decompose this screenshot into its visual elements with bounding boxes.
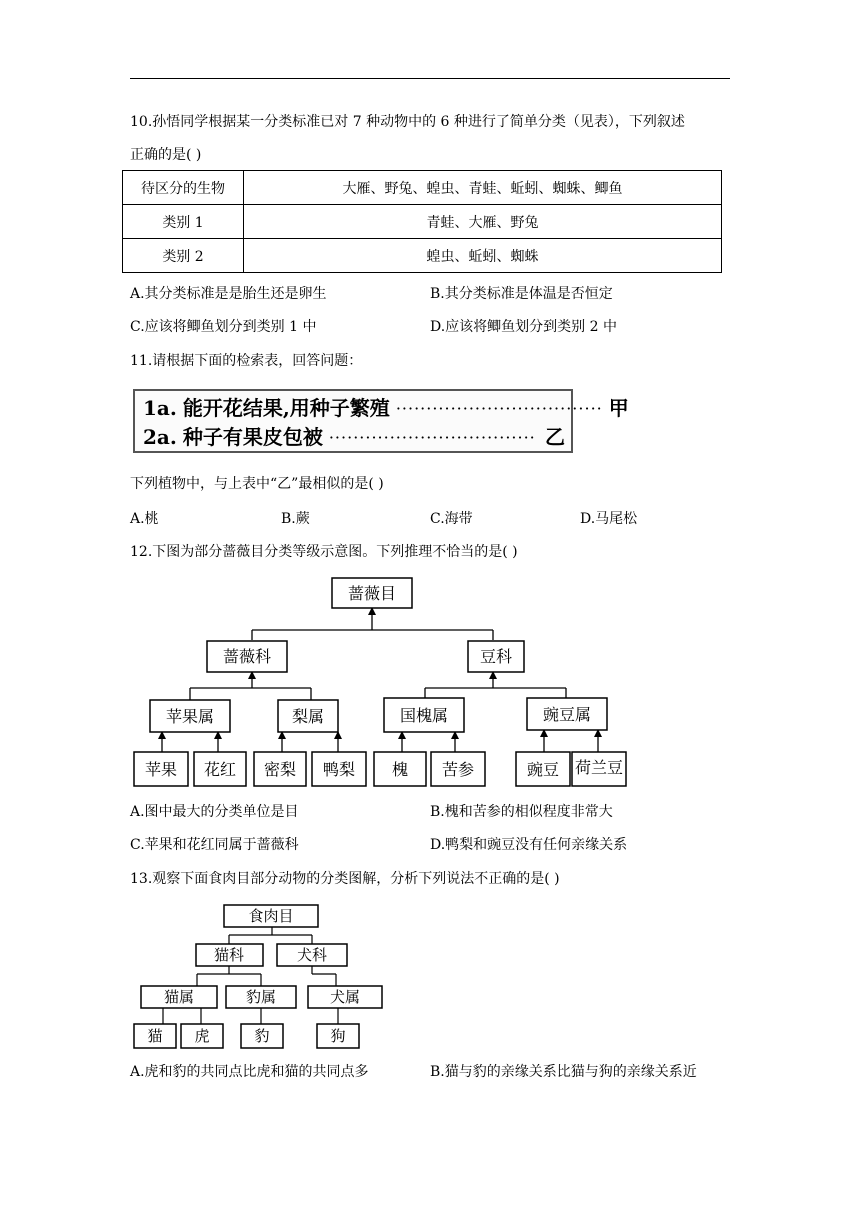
q12-option-b: B.槐和苦参的相似程度非常大	[430, 804, 613, 820]
key-description: 种子有果皮包被	[182, 425, 323, 449]
q11-option-b: B.蕨	[281, 511, 310, 527]
table-cell: 大雁、野兔、蝗虫、青蛙、蚯蚓、蜘蛛、鲫鱼	[244, 171, 722, 205]
q10-option-c: C.应该将鲫鱼划分到类别 1 中	[130, 319, 317, 335]
q11-option-c: C.海带	[430, 511, 473, 527]
tree-node-family: 猫科	[213, 946, 245, 964]
q10-option-b: B.其分类标准是体温是否恒定	[430, 286, 613, 302]
q13-option-a: A.虎和豹的共同点比虎和猫的共同点多	[130, 1064, 369, 1080]
tree-node-species: 鸭梨	[322, 760, 356, 779]
tree-node-species: 荷兰豆	[574, 758, 624, 777]
tree-node-genus: 梨属	[291, 707, 325, 726]
key-code: 2a.	[143, 425, 177, 449]
tree-node-species: 密梨	[263, 760, 297, 779]
table-cell: 青蛙、大雁、野兔	[244, 205, 722, 239]
q12-option-a: A.图中最大的分类单位是目	[130, 804, 299, 820]
q10-option-d: D.应该将鲫鱼划分到类别 2 中	[430, 319, 617, 335]
q10-text-line1: 10.孙悟同学根据某一分类标准已对 7 种动物中的 6 种进行了简单分类（见表），下列叙述	[130, 114, 685, 130]
tree-node-species: 豹	[254, 1027, 270, 1045]
table-cell: 待区分的生物	[123, 171, 244, 205]
q11-text: 11.请根据下面的检索表，回答问题：	[130, 353, 363, 369]
tree-node-order: 蔷薇目	[347, 584, 397, 603]
tree-node-genus: 豹属	[245, 988, 277, 1006]
key-dots: ··································	[328, 428, 536, 447]
q12-option-d: D.鸭梨和豌豆没有任何亲缘关系	[430, 837, 628, 853]
tree-node-genus: 国槐属	[399, 706, 449, 725]
tree-node-species: 豌豆	[526, 760, 560, 779]
tree-node-species: 苹果	[144, 760, 178, 779]
q12-option-c: C.苹果和花红同属于蔷薇科	[130, 837, 299, 853]
tree-node-species: 槐	[391, 760, 409, 779]
q13-option-b: B.猫与豹的亲缘关系比猫与狗的亲缘关系近	[430, 1064, 697, 1080]
q12-text: 12.下图为部分蔷薇目分类等级示意图。下列推理不恰当的是( )	[130, 544, 518, 560]
tree-node-species: 猫	[147, 1027, 163, 1045]
q13-text: 13.观察下面食肉目部分动物的分类图解，分析下列说法不正确的是( )	[130, 871, 560, 887]
q10-text-line2: 正确的是( )	[130, 147, 202, 163]
tree-node-genus: 豌豆属	[542, 705, 592, 724]
tree-node-species: 苦参	[441, 760, 475, 779]
key-description: 能开花结果,用种子繁殖	[182, 396, 390, 420]
tree-node-species: 虎	[194, 1027, 210, 1045]
table-cell: 类别 2	[123, 239, 244, 273]
key-result: 甲	[608, 396, 629, 420]
key-code: 1a.	[143, 396, 177, 420]
key-dots: ··································	[395, 399, 603, 418]
table-cell: 类别 1	[123, 205, 244, 239]
tree-node-genus: 苹果属	[165, 707, 215, 726]
q10-option-a: A.其分类标准是是胎生还是卵生	[130, 286, 327, 302]
tree-node-family: 蔷薇科	[222, 647, 272, 666]
tree-node-family: 犬科	[296, 946, 328, 964]
q11-option-d: D.马尾松	[580, 511, 638, 527]
tree-node-genus: 犬属	[329, 988, 361, 1006]
tree-node-species: 花红	[203, 760, 237, 779]
q11-option-a: A.桃	[130, 511, 159, 527]
key-result: 乙	[545, 425, 565, 449]
q11-sub-question: 下列植物中，与上表中“乙”最相似的是( )	[130, 476, 384, 492]
tree-node-order: 食肉目	[248, 907, 294, 925]
tree-node-species: 狗	[330, 1027, 346, 1045]
tree-node-genus: 猫属	[163, 988, 195, 1006]
table-cell: 蝗虫、蚯蚓、蜘蛛	[244, 239, 722, 273]
tree-node-family: 豆科	[479, 647, 513, 666]
